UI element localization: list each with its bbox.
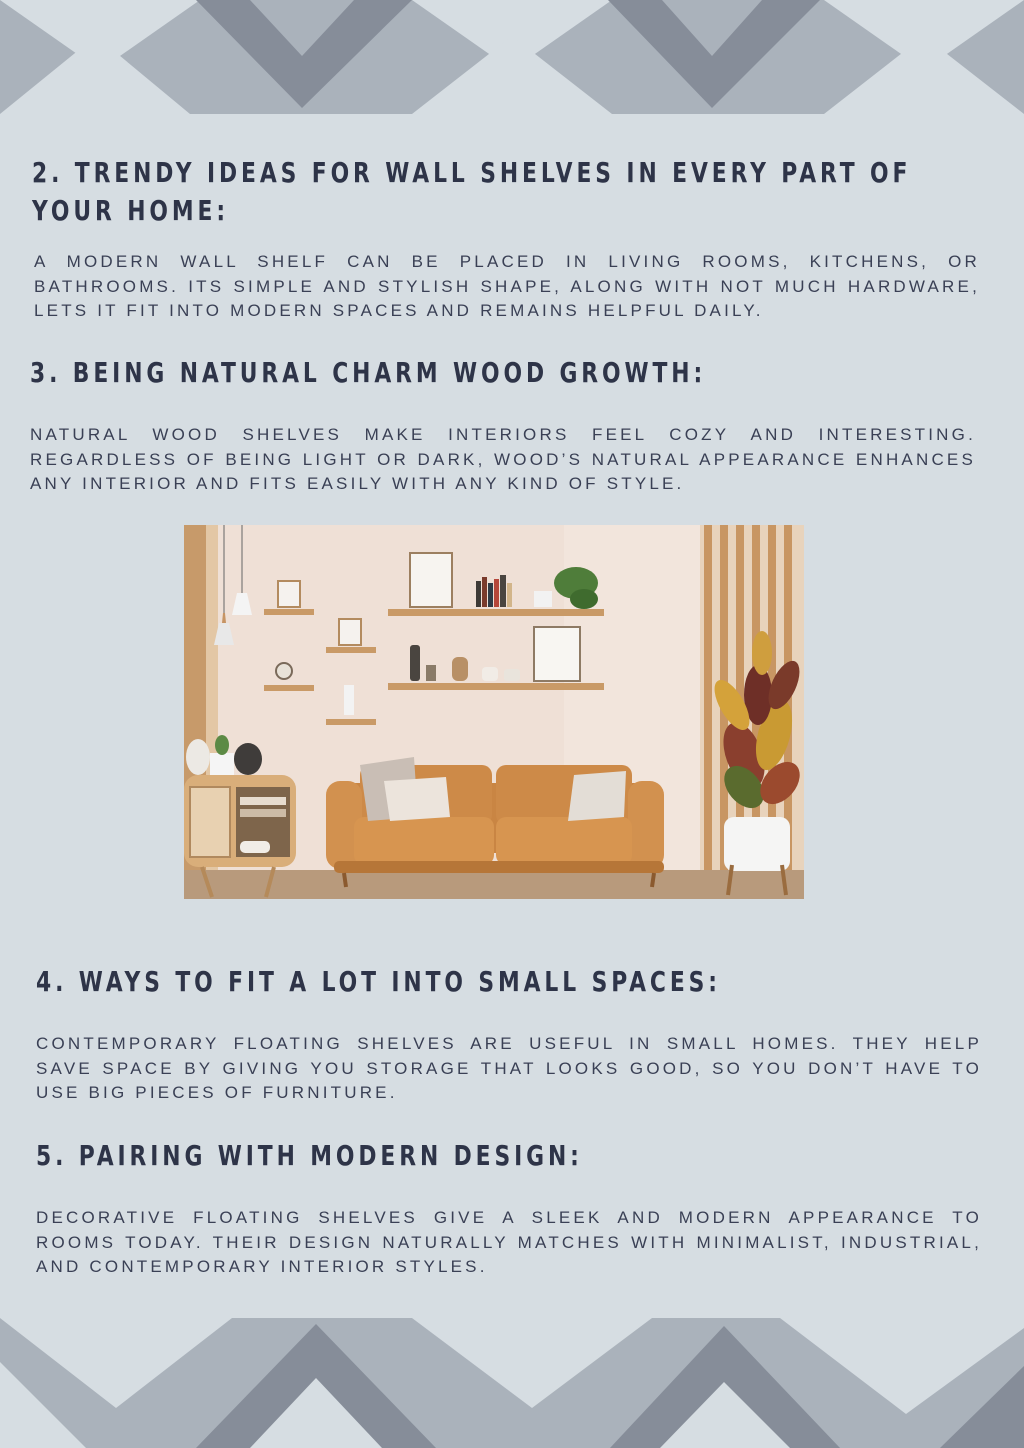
section-heading-4: 4. WAYS TO FIT A LOT INTO SMALL SPACES: bbox=[36, 965, 721, 998]
section-heading-3: 3. BEING NATURAL CHARM WOOD GROWTH: bbox=[30, 356, 707, 389]
section-body-4: CONTEMPORARY FLOATING SHELVES ARE USEFUL IN SMALL HOMES. THEY HELP SAVE SPACE BY GIVING YOU STORAGE THAT LOOKS GOOD, SO YOU DON’T HAVE TO USE BIG PIECES OF FURNITURE. bbox=[36, 1034, 982, 1102]
section-heading-5: 5. PAIRING WITH MODERN DESIGN: bbox=[36, 1139, 583, 1172]
section-body-2: A MODERN WALL SHELF CAN BE PLACED IN LIVING ROOMS, KITCHENS, OR BATHROOMS. ITS SIMPLE AND STYLISH SHAPE, ALONG WITH NOT MUCH HARDWARE, LETS IT FIT INTO MODERN SPACES AND REMAINS HELPFUL DAILY. bbox=[34, 252, 980, 320]
living-room-illustration bbox=[184, 525, 804, 899]
section-heading-2: 2. TRENDY IDEAS FOR WALL SHELVES IN EVERY PART OF YOUR HOME: bbox=[32, 156, 912, 227]
chevron-band-bottom bbox=[0, 1318, 1024, 1448]
section-body-5: DECORATIVE FLOATING SHELVES GIVE A SLEEK AND MODERN APPEARANCE TO ROOMS TODAY. THEIR DESIGN NATURALLY MATCHES WITH MINIMALIST, INDUSTRIAL, AND CONTEMPORARY INTERIOR STYLES. bbox=[36, 1208, 982, 1276]
chevron-band-top bbox=[0, 0, 1024, 114]
living-room-photo bbox=[184, 525, 804, 899]
section-body-3: NATURAL WOOD SHELVES MAKE INTERIORS FEEL COZY AND INTERESTING. REGARDLESS OF BEING LIGHT OR DARK, WOOD’S NATURAL APPEARANCE ENHANCES ANY INTERIOR AND FITS EASILY WITH ANY KIND OF STYLE. bbox=[30, 425, 976, 493]
